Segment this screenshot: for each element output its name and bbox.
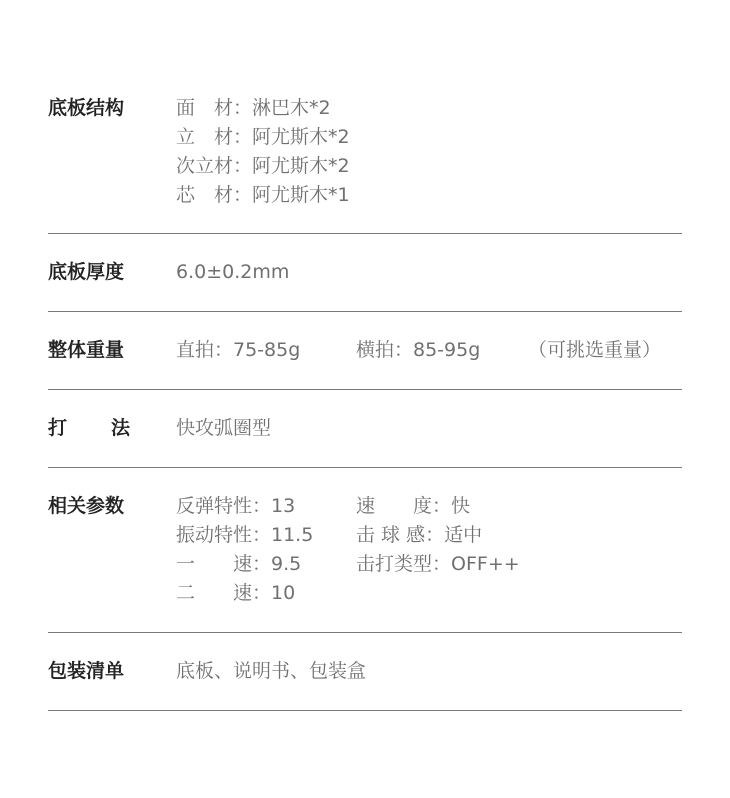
weight-note: （可挑选重量） bbox=[528, 339, 662, 361]
divider bbox=[48, 389, 682, 390]
label-char: 法 bbox=[110, 417, 130, 439]
label-weight: 整体重量 bbox=[48, 339, 125, 361]
param-left: 反弹特性：13 bbox=[176, 495, 296, 517]
structure-line: 次立材：阿尤斯木*2 bbox=[176, 155, 350, 177]
label-parameters: 相关参数 bbox=[48, 495, 125, 517]
param-left: 二 速：10 bbox=[176, 582, 296, 604]
divider bbox=[48, 632, 682, 633]
divider bbox=[48, 467, 682, 468]
label-char: 打 bbox=[48, 417, 68, 439]
label-thickness: 底板厚度 bbox=[48, 261, 125, 283]
play-style-value: 快攻弧圈型 bbox=[176, 417, 272, 439]
param-left: 一 速：9.5 bbox=[176, 553, 302, 575]
label-base-structure: 底板结构 bbox=[48, 97, 125, 119]
package-value: 底板、说明书、包装盒 bbox=[176, 660, 367, 682]
structure-line: 面 材：淋巴木*2 bbox=[176, 97, 331, 119]
structure-line: 芯 材：阿尤斯木*1 bbox=[176, 184, 350, 206]
param-right: 击 球 感：适中 bbox=[356, 524, 483, 546]
weight-shakehand: 直拍：75-85g bbox=[176, 339, 301, 361]
divider bbox=[48, 233, 682, 234]
param-right: 速 度：快 bbox=[356, 495, 471, 517]
label-play-style bbox=[48, 414, 130, 443]
structure-line: 立 材：阿尤斯木*2 bbox=[176, 126, 350, 148]
weight-penhold: 横拍：85-95g bbox=[356, 339, 481, 361]
divider bbox=[48, 710, 682, 711]
param-right: 击打类型：OFF++ bbox=[356, 553, 520, 575]
divider bbox=[48, 311, 682, 312]
label-package: 包装清单 bbox=[48, 660, 125, 682]
thickness-value: 6.0±0.2mm bbox=[176, 261, 290, 283]
param-left: 振动特性：11.5 bbox=[176, 524, 314, 546]
